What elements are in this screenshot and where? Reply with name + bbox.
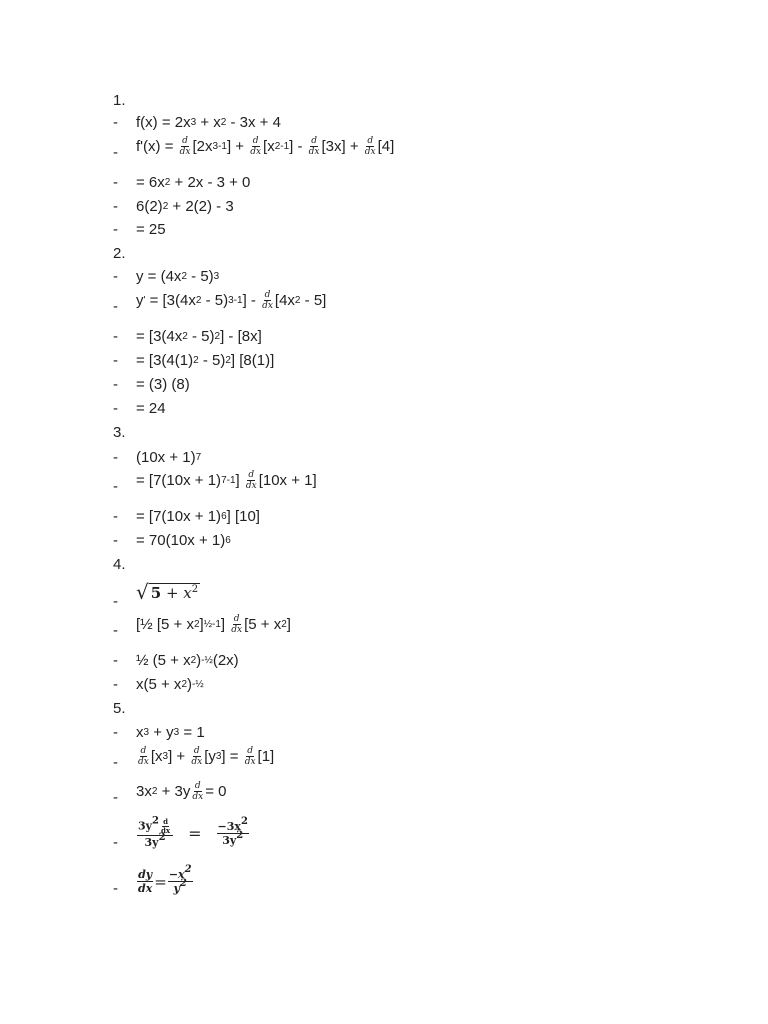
- d-dx-fraction: $\frac{d}{dx}$: [262, 290, 273, 311]
- p3-line-simplified: = [7(10x + 1) 6 ] [10]: [136, 508, 260, 525]
- left-fraction: $3y^2$ $\frac{d}{dx}$ $3y^2$: [137, 818, 173, 849]
- d-dx-fraction: $\frac{d}{dx}$: [231, 614, 243, 635]
- p2-line-function: y = (4x 2 - 5) 3: [136, 268, 220, 285]
- d-dx-fraction: $\frac{d}{dx}$: [191, 746, 203, 767]
- right-fraction: $\frac{-3x^2}{3y^2}$: [217, 816, 248, 847]
- p4-line-simplified: ½ (5 + x 2 ) -½ (2x): [136, 652, 239, 669]
- bullet-dash: -: [113, 834, 118, 851]
- problem-number-5: 5.: [113, 700, 126, 717]
- bullet-dash: -: [113, 198, 118, 215]
- bullet-dash: -: [113, 532, 118, 549]
- bullet-dash: -: [113, 593, 118, 610]
- bullet-dash: -: [113, 400, 118, 417]
- bullet-dash: -: [113, 221, 118, 238]
- bullet-dash: -: [113, 352, 118, 369]
- bullet-dash: -: [113, 880, 118, 897]
- p1-line-simplified: = 6x 2 + 2x - 3 + 0: [136, 174, 251, 191]
- result-fraction: $\frac{-x^2}{y^2}$: [168, 864, 192, 895]
- p1-line-function: f(x) = 2x 3 + x 2 - 3x + 4: [136, 114, 281, 131]
- bullet-dash: -: [113, 754, 118, 771]
- p1-line-substitution: 6(2) 2 + 2(2) - 3: [136, 198, 234, 215]
- bullet-dash: -: [113, 724, 118, 741]
- d-dx-fraction: $\frac{d}{dx}$: [308, 136, 320, 157]
- bullet-dash: -: [113, 676, 118, 693]
- bullet-dash: -: [113, 652, 118, 669]
- bullet-dash: -: [113, 508, 118, 525]
- p5-line-result: $\frac{dy}{dx}$ = $\frac{-x^2}{y^2}$: [138, 864, 192, 895]
- p1-line-derivative: f'(x) = $\frac{d}{dx}$ [2x 3-1 ] + $\frac{d}{dx}$ [x 2-1 ] - $\frac{d}{dx}$ [3x] + $\frac{d}{dx}$ [4]: [136, 136, 395, 157]
- bullet-dash: -: [113, 478, 118, 495]
- bullet-dash: -: [113, 376, 118, 393]
- d-dx-fraction: $\frac{d}{dx}$: [138, 746, 149, 767]
- problem-number-3: 3.: [113, 424, 126, 441]
- d-dx-fraction: $\frac{d}{dx}$: [192, 781, 204, 802]
- p3-line-result: = 70(10x + 1) 6: [136, 532, 231, 549]
- d-dx-fraction: $\frac{d}{dx}$: [250, 136, 262, 157]
- square-root: √ $5 + x^2$: [136, 580, 199, 604]
- bullet-dash: -: [113, 789, 118, 806]
- d-dx-fraction: $\frac{d}{dx}$: [179, 136, 191, 157]
- bullet-dash: -: [113, 144, 118, 161]
- p2-line-result: = 24: [136, 400, 166, 417]
- bullet-dash: -: [113, 268, 118, 285]
- p4-line-derivative: [½ [5 + x 2 ] ½-1 ] $\frac{d}{dx}$ [5 + x 2 ]: [136, 614, 291, 635]
- p4-line-radical: [136, 582, 200, 602]
- bullet-dash: -: [113, 114, 118, 131]
- p3-line-derivative: = [7(10x + 1) 7-1 ] $\frac{d}{dx}$ [10x + 1]: [136, 470, 317, 491]
- p5-line-differentiate: $\frac{d}{dx}$ [x 3 ] + $\frac{d}{dx}$ [y 3 ] = $\frac{d}{dx}$ [1]: [138, 746, 275, 767]
- p2-line-simplified: = [3(4x 2 - 5) 2 ] - [8x]: [136, 328, 262, 345]
- bullet-dash: -: [113, 328, 118, 345]
- p4-line-result: x(5 + x 2 ) -½: [136, 676, 204, 693]
- p3-line-function: (10x + 1) 7: [136, 449, 202, 466]
- bullet-dash: -: [113, 174, 118, 191]
- d-dx-fraction: $\frac{d}{dx}$: [244, 746, 256, 767]
- bullet-dash: -: [113, 622, 118, 639]
- p2-line-substitution: = [3(4(1) 2 - 5) 2 ] [8(1)]: [136, 352, 275, 369]
- p5-line-equation: x 3 + y 3 = 1: [136, 724, 205, 741]
- d-dx-fraction: $\frac{d}{dx}$: [245, 470, 257, 491]
- problem-number-4: 4.: [113, 556, 126, 573]
- problem-number-2: 2.: [113, 245, 126, 262]
- bullet-dash: -: [113, 449, 118, 466]
- d-dx-fraction: $\frac{d}{dx}$: [364, 136, 376, 157]
- p2-line-product: = (3) (8): [136, 376, 190, 393]
- p1-line-result: = 25: [136, 221, 166, 238]
- p5-line-isolate: $3y^2$ $\frac{d}{dx}$ $3y^2$ = $\frac{-3x^2}{3y^2}$: [138, 815, 248, 849]
- problem-number-1: 1.: [113, 92, 126, 109]
- dy-dx-fraction: $\frac{dy}{dx}$: [138, 868, 153, 895]
- p2-line-derivative: y ' = [3(4x 2 - 5) 3-1 ] - $\frac{d}{dx}$ [4x 2 - 5]: [136, 290, 327, 311]
- bullet-dash: -: [113, 298, 118, 315]
- p5-line-derivative: 3x 2 + 3y $\frac{d}{dx}$ = 0: [136, 781, 227, 802]
